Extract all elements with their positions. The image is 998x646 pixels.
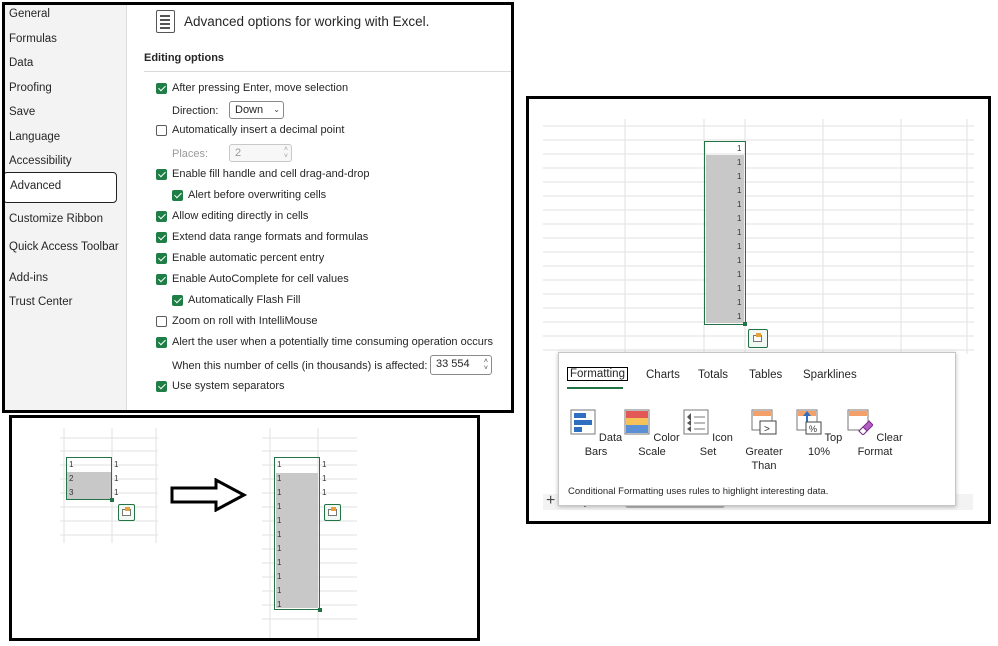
page-title: Advanced options for working with Excel. xyxy=(184,14,430,29)
cell[interactable]: 1 xyxy=(737,172,742,181)
cell[interactable]: 1 xyxy=(737,242,742,251)
nav-item-trust-center[interactable]: Trust Center xyxy=(9,296,73,308)
cell[interactable]: 1 xyxy=(277,488,282,497)
direction-value: Down xyxy=(235,104,264,116)
cell[interactable]: 1 xyxy=(737,312,742,321)
spinner-arrows-icon: ˄ ˅ xyxy=(483,358,488,372)
auto-percent-checkbox[interactable] xyxy=(156,253,167,264)
cell[interactable]: 1 xyxy=(737,186,742,195)
tab-tables[interactable]: Tables xyxy=(749,369,783,381)
nav-item-accessibility[interactable]: Accessibility xyxy=(9,155,72,167)
cell[interactable]: 1 xyxy=(737,284,742,293)
alert-time-checkbox[interactable] xyxy=(156,337,167,348)
active-tab-indicator xyxy=(567,387,623,389)
cell[interactable]: 1 xyxy=(277,558,282,567)
auto-decimal-checkbox[interactable] xyxy=(156,125,167,136)
fill-handle[interactable] xyxy=(318,608,322,612)
tab-charts[interactable]: Charts xyxy=(646,369,680,381)
clear-format-label: Clear Format xyxy=(857,432,903,458)
color-scale-label: Color Scale xyxy=(638,432,680,458)
alert-overwrite-checkbox[interactable] xyxy=(172,190,183,201)
cell[interactable]: 1 xyxy=(737,270,742,279)
cell[interactable]: 1 xyxy=(277,474,282,483)
fill-handle-label: Enable fill handle and cell drag-and-drop xyxy=(172,168,370,180)
cell[interactable]: 1 xyxy=(277,460,282,469)
svg-text:%: % xyxy=(808,424,817,434)
nav-item-language[interactable]: Language xyxy=(9,131,61,143)
cells-threshold-spinner[interactable] xyxy=(430,355,492,375)
cell[interactable]: 1 xyxy=(277,516,282,525)
fill-handle-checkbox[interactable] xyxy=(156,169,167,180)
section-title-editing: Editing options xyxy=(144,52,225,64)
quick-analysis-description: Conditional Formatting uses rules to highlight interesting data. xyxy=(568,486,829,497)
quick-analysis-button[interactable] xyxy=(118,504,135,521)
tab-totals[interactable]: Totals xyxy=(698,369,729,381)
zoom-roll-label: Zoom on roll with IntelliMouse xyxy=(172,315,318,327)
spinner-arrows-icon: ˄ ˅ xyxy=(283,146,288,160)
greater-than-icon xyxy=(751,409,777,435)
cell[interactable]: 1 xyxy=(737,298,742,307)
cell[interactable]: 1 xyxy=(114,474,119,483)
data-bars-icon xyxy=(570,409,596,435)
places-value: 2 xyxy=(235,147,242,159)
nav-item-data[interactable]: Data xyxy=(9,57,34,69)
tab-formatting[interactable]: Formatting xyxy=(567,367,628,381)
top-10-button[interactable] xyxy=(789,409,849,459)
color-scale-button[interactable] xyxy=(622,409,682,459)
quick-analysis-popup xyxy=(558,352,956,506)
cells-threshold-value: 33 554 xyxy=(436,358,470,370)
cell[interactable]: 1 xyxy=(322,460,327,469)
tab-sparklines[interactable]: Sparklines xyxy=(803,369,857,381)
cell[interactable]: 1 xyxy=(114,460,119,469)
nav-item-save[interactable]: Save xyxy=(9,106,36,118)
cell[interactable]: 1 xyxy=(737,158,742,167)
greater-than-button[interactable] xyxy=(734,409,794,473)
alert-time-label: Alert the user when a potentially time consuming operation occurs xyxy=(172,336,494,348)
cell[interactable]: 1 xyxy=(277,530,282,539)
nav-item-quick-access-toolbar[interactable]: Quick Access Toolbar xyxy=(9,241,119,253)
allow-editing-checkbox[interactable] xyxy=(156,211,167,222)
section-divider xyxy=(144,71,514,72)
cell[interactable]: 1 xyxy=(737,144,742,153)
nav-item-proofing[interactable]: Proofing xyxy=(9,82,52,94)
after-enter-checkbox[interactable] xyxy=(156,83,167,94)
top-10-icon xyxy=(796,409,822,435)
extend-formats-checkbox[interactable] xyxy=(156,232,167,243)
top-10-label: Top 10% xyxy=(807,432,843,458)
icon-set-label: Icon Set xyxy=(699,432,733,458)
clear-format-button[interactable] xyxy=(845,409,905,459)
flash-fill-label: Automatically Flash Fill xyxy=(188,294,301,306)
svg-text:>: > xyxy=(764,424,770,435)
direction-dropdown[interactable] xyxy=(229,101,284,119)
nav-item-formulas[interactable]: Formulas xyxy=(9,33,57,45)
quick-analysis-button[interactable] xyxy=(748,329,768,348)
fill-handle-demo-panel xyxy=(9,415,480,641)
icon-set-icon xyxy=(683,409,709,435)
cells-threshold-label: When this number of cells (in thousands) is affected: xyxy=(172,360,428,372)
cell[interactable]: 1 xyxy=(277,586,282,595)
zoom-roll-checkbox[interactable] xyxy=(156,316,167,327)
arrow-right-icon xyxy=(170,478,248,512)
fill-handle[interactable] xyxy=(743,322,747,326)
cell[interactable]: 2 xyxy=(69,474,74,483)
cell[interactable]: 1 xyxy=(277,502,282,511)
add-sheet-button[interactable]: + xyxy=(546,492,556,509)
options-nav-sidebar xyxy=(5,5,127,410)
cell[interactable]: 1 xyxy=(69,460,74,469)
auto-decimal-label: Automatically insert a decimal point xyxy=(172,124,345,136)
excel-options-panel xyxy=(2,2,514,413)
allow-editing-label: Allow editing directly in cells xyxy=(172,210,309,222)
quick-analysis-button[interactable] xyxy=(324,504,341,521)
nav-item-advanced[interactable]: Advanced xyxy=(3,172,117,203)
cell[interactable]: 1 xyxy=(737,256,742,265)
data-bars-label: Data Bars xyxy=(584,432,623,458)
nav-item-general[interactable]: General xyxy=(9,8,50,20)
cell[interactable]: 1 xyxy=(322,488,327,497)
direction-label: Direction: xyxy=(172,105,219,117)
icon-set-button[interactable] xyxy=(678,409,738,459)
nav-item-customize-ribbon[interactable]: Customize Ribbon xyxy=(9,213,103,225)
places-spinner[interactable] xyxy=(229,144,292,162)
cell[interactable]: 1 xyxy=(277,572,282,581)
system-separators-label: Use system separators xyxy=(172,380,285,392)
cell[interactable]: 1 xyxy=(737,200,742,209)
cell[interactable]: 1 xyxy=(277,544,282,553)
auto-percent-label: Enable automatic percent entry xyxy=(172,252,325,264)
cell[interactable]: 1 xyxy=(114,488,119,497)
extend-formats-label: Extend data range formats and formulas xyxy=(172,231,369,243)
nav-item-add-ins[interactable]: Add-ins xyxy=(9,272,48,284)
after-enter-label: After pressing Enter, move selection xyxy=(172,82,349,94)
advanced-options-icon xyxy=(156,10,175,33)
cell[interactable]: 1 xyxy=(322,474,327,483)
greater-than-label: Greater Than xyxy=(745,446,783,472)
cell[interactable]: 1 xyxy=(277,600,282,609)
cell[interactable]: 1 xyxy=(737,228,742,237)
color-scale-icon xyxy=(624,409,650,435)
places-label: Places: xyxy=(172,148,209,160)
alert-overwrite-label: Alert before overwriting cells xyxy=(188,189,327,201)
cell[interactable]: 1 xyxy=(737,214,742,223)
chevron-down-icon: ⌄ xyxy=(273,105,280,114)
autocomplete-label: Enable AutoComplete for cell values xyxy=(172,273,349,285)
gridlines xyxy=(12,418,477,638)
autocomplete-checkbox[interactable] xyxy=(156,274,167,285)
quick-analysis-panel xyxy=(526,96,991,524)
flash-fill-checkbox[interactable] xyxy=(172,295,183,306)
data-bars-button[interactable] xyxy=(566,409,626,459)
cell[interactable]: 3 xyxy=(69,488,74,497)
clear-format-icon xyxy=(847,409,873,435)
system-separators-checkbox[interactable] xyxy=(156,381,167,392)
